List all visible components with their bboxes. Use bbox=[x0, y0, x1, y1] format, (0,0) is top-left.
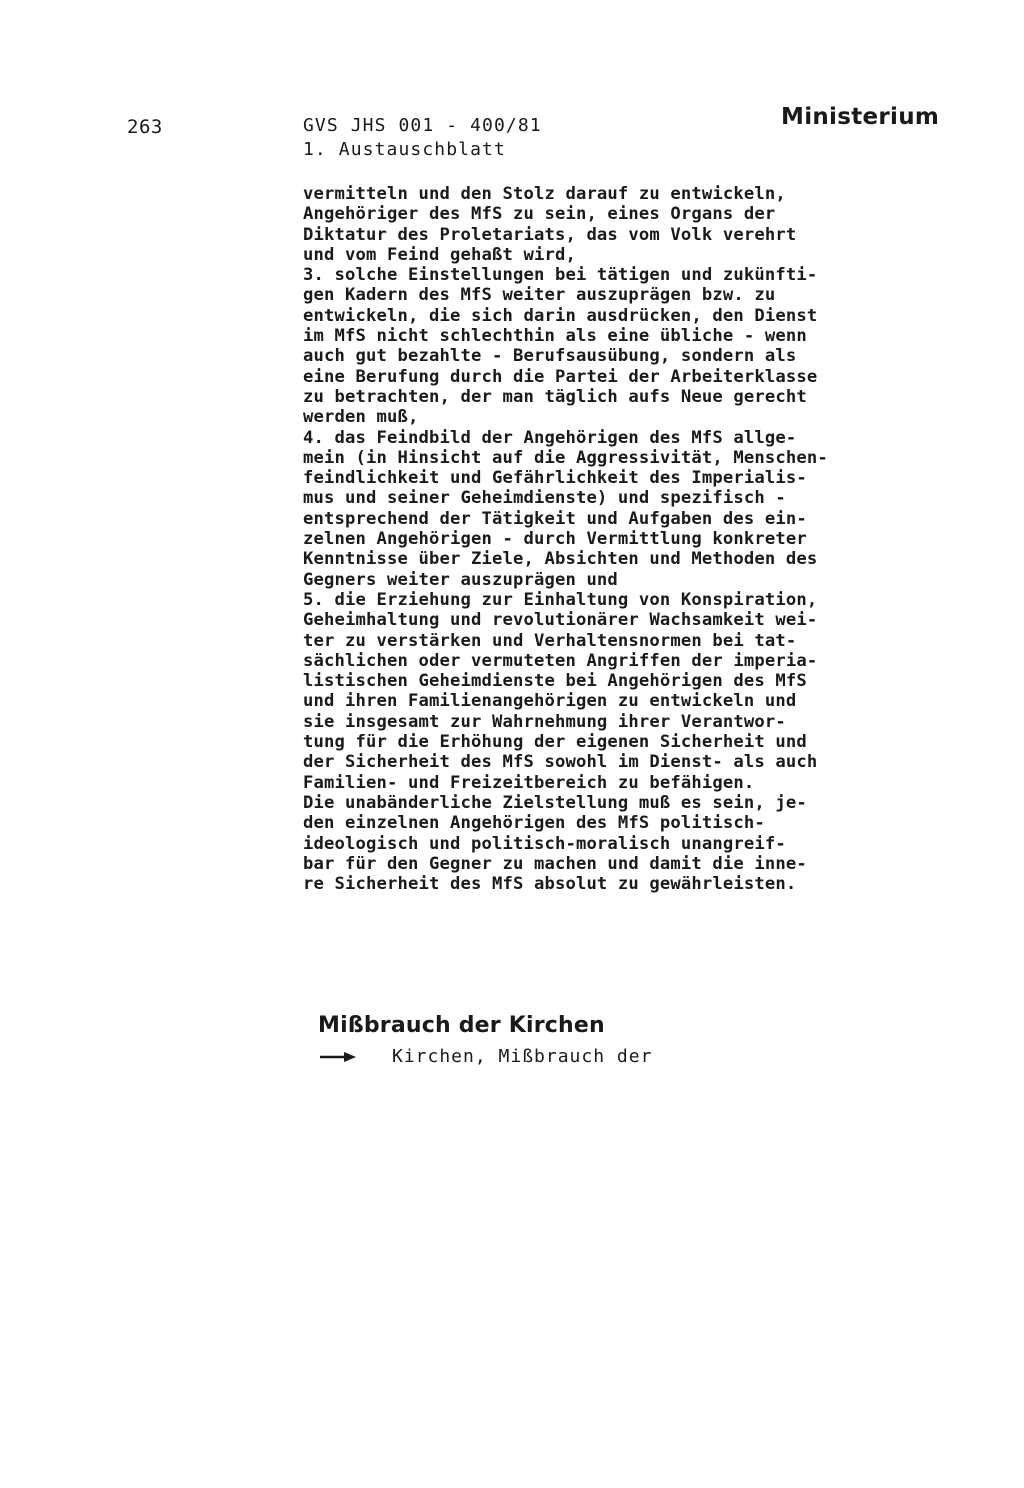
body-line: listischen Geheimdienste bei Angehörigen des MfS bbox=[303, 671, 807, 692]
body-text bbox=[303, 184, 943, 894]
body-line: mus und seiner Geheimdienste) und spezifisch - bbox=[303, 488, 786, 509]
body-line: werden muß, bbox=[303, 407, 419, 428]
body-line: Kenntnisse über Ziele, Absichten und Methoden des bbox=[303, 549, 818, 570]
page-number: 263 bbox=[127, 116, 163, 138]
body-line: tung für die Erhöhung der eigenen Sicherheit und bbox=[303, 732, 807, 753]
entry-title: Mißbrauch der Kirchen bbox=[318, 1013, 605, 1038]
body-line: 4. das Feindbild der Angehörigen des MfS allge- bbox=[303, 427, 797, 448]
body-line: Familien- und Freizeitbereich zu befähigen. bbox=[303, 772, 755, 793]
body-line: bar für den Gegner zu machen und damit die inne- bbox=[303, 853, 807, 874]
body-line: vermitteln und den Stolz darauf zu entwickeln, bbox=[303, 184, 786, 204]
cross-reference bbox=[318, 1046, 652, 1067]
body-line: eine Berufung durch die Partei der Arbeiterklasse bbox=[303, 366, 818, 387]
body-line: und vom Feind gehaßt wird, bbox=[303, 244, 576, 265]
body-line: auch gut bezahlte - Berufsausübung, sondern als bbox=[303, 346, 797, 367]
body-line: zu betrachten, der man täglich aufs Neue gerecht bbox=[303, 386, 807, 407]
body-line: ter zu verstärken und Verhaltensnormen bei tat- bbox=[303, 630, 797, 651]
body-line: Diktatur des Proletariats, das vom Volk verehrt bbox=[303, 224, 797, 245]
document-reference: GVS JHS 001 - 400/81 bbox=[303, 115, 542, 136]
body-line: den einzelnen Angehörigen des MfS politisch- bbox=[303, 813, 765, 834]
body-line: entwickeln, die sich darin ausdrücken, den Dienst bbox=[303, 305, 818, 326]
cross-reference-text: Kirchen, Mißbrauch der bbox=[392, 1046, 653, 1067]
arrow-right-icon bbox=[320, 1051, 356, 1063]
body-line: ideologisch und politisch-moralisch unangreif- bbox=[303, 833, 786, 854]
body-line: Geheimhaltung und revolutionärer Wachsamkeit wei- bbox=[303, 610, 818, 631]
body-line: re Sicherheit des MfS absolut zu gewährleisten. bbox=[303, 874, 797, 895]
body-line: zelnen Angehörigen - durch Vermittlung konkreter bbox=[303, 529, 807, 550]
body-line: und ihren Familienangehörigen zu entwickeln und bbox=[303, 691, 797, 712]
body-line: entsprechend der Tätigkeit und Aufgaben des ein- bbox=[303, 508, 807, 529]
body-line: sie insgesamt zur Wahrnehmung ihrer Verantwor- bbox=[303, 711, 786, 732]
body-line: gen Kadern des MfS weiter auszuprägen bzw. zu bbox=[303, 285, 776, 306]
header-keyword: Ministerium bbox=[781, 104, 940, 130]
body-line: sächlichen oder vermuteten Angriffen der imperia- bbox=[303, 650, 818, 671]
body-line: Die unabänderliche Zielstellung muß es sein, je- bbox=[303, 792, 807, 813]
body-line: feindlichkeit und Gefährlichkeit des Imperialis- bbox=[303, 468, 807, 489]
body-line: Angehöriger des MfS zu sein, eines Organs der bbox=[303, 204, 776, 225]
body-line: Gegners weiter auszuprägen und bbox=[303, 569, 618, 590]
keyword-entry bbox=[318, 1012, 652, 1067]
body-line: der Sicherheit des MfS sowohl im Dienst- als auch bbox=[303, 752, 818, 773]
body-line: 5. die Erziehung zur Einhaltung von Konspiration, bbox=[303, 589, 818, 610]
body-line: im MfS nicht schlechthin als eine übliche - wenn bbox=[303, 326, 807, 347]
sheet-note: 1. Austauschblatt bbox=[303, 139, 506, 160]
body-line: mein (in Hinsicht auf die Aggressivität, Menschen- bbox=[303, 447, 828, 468]
document-header bbox=[303, 114, 542, 162]
body-line: 3. solche Einstellungen bei tätigen und zukünfti- bbox=[303, 265, 818, 286]
